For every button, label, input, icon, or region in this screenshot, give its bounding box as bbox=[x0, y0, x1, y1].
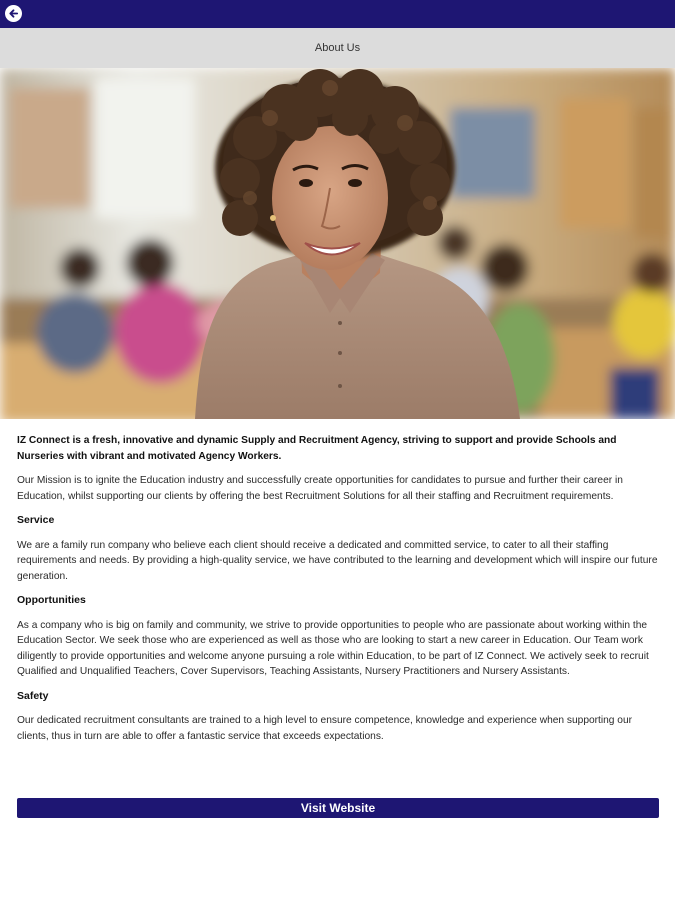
intro-text: IZ Connect is a fresh, innovative and dynamic Supply and Recruitment Agency, striving to support and provide Schools and Nurseries with vibrant and motivated Agency Workers. bbox=[17, 435, 617, 462]
visit-website-button[interactable]: Visit Website bbox=[17, 798, 659, 818]
page-title: About Us bbox=[314, 42, 361, 54]
arrow-left-circle-icon bbox=[8, 8, 19, 19]
page-title-bar bbox=[0, 28, 675, 68]
top-app-bar bbox=[0, 0, 675, 28]
about-content bbox=[17, 433, 659, 753]
section-heading-service: Service bbox=[17, 514, 55, 526]
section-body-safety: Our dedicated recruitment consultants are trained to a high level to ensure competence, knowledge and experience when supporting our clients, thus in turn are able to offer a fantastic service that exceeds expectations. bbox=[17, 715, 633, 742]
section-heading-opportunities: Opportunities bbox=[17, 594, 86, 606]
mission-text: Our Mission is to ignite the Education industry and successfully create opportunities for candidates to pursue and further their career in Education, whilst supporting our clients by offering the best Recruitment Solutions for all their staffing and Recruitment requirements. bbox=[17, 475, 623, 502]
section-body-service: We are a family run company who believe each client should receive a dedicated and committed service, to cater to all their staffing requirements and needs. By providing a high-quality service, we have contributed to the learning and development which will inspire our future generation. bbox=[17, 539, 658, 582]
hero-image bbox=[0, 68, 675, 419]
section-body-opportunities: As a company who is big on family and community, we strive to provide opportunities to people who are passionate about working within the Education Sector. We seek those who are experienced as well as those who are looking to start a new career in Education. Our Team work diligently to provide opportunities and welcome anyone pursuing a role within Education, to be part of IZ Connect. We actively seek to recruit Qualified and Unqualified Teachers, Cover Supervisors, Teaching Assistants, Nursery Practitioners and Nursery Assistants. bbox=[17, 619, 649, 677]
back-button[interactable] bbox=[5, 5, 22, 22]
section-heading-safety: Safety bbox=[17, 689, 49, 702]
teacher-classroom-photo bbox=[0, 68, 675, 419]
